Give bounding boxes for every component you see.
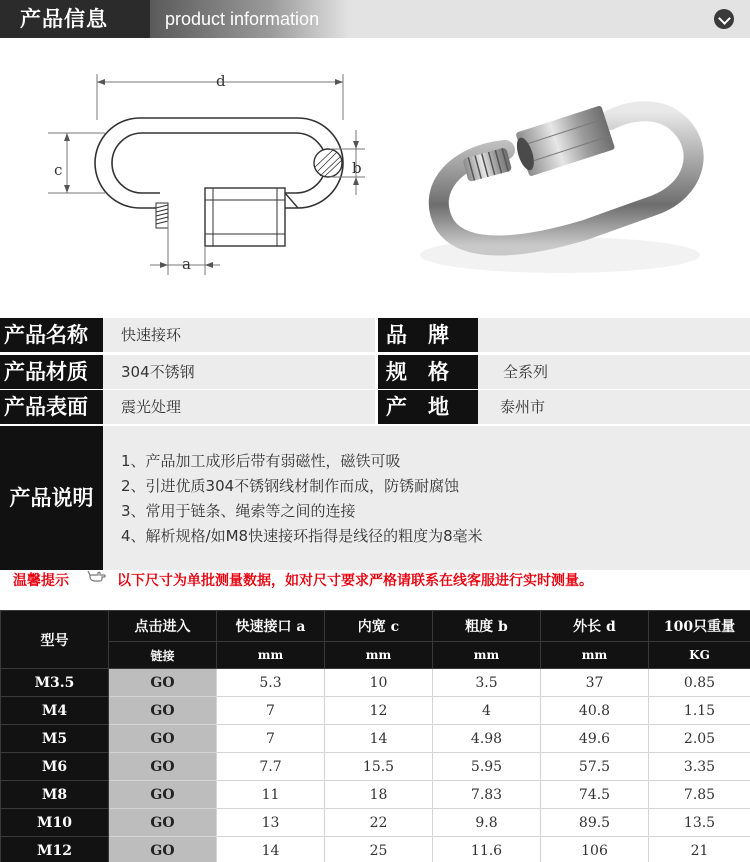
unit-thickness: mm	[433, 642, 541, 669]
notice-bar	[0, 566, 750, 592]
info-label: 产 地	[378, 390, 478, 424]
info-label: 产品表面	[0, 390, 103, 424]
spec-table	[0, 610, 750, 862]
go-link[interactable]: GO	[109, 809, 217, 837]
info-row	[0, 355, 750, 389]
weight-cell: 2.05	[649, 725, 750, 753]
model-cell: M10	[1, 809, 109, 837]
unit-opening: mm	[217, 642, 325, 669]
description-label: 产品说明	[0, 426, 103, 570]
model-cell: M8	[1, 781, 109, 809]
table-row	[1, 697, 750, 725]
pointing-hand-icon	[87, 567, 107, 587]
inner-width-cell: 12	[325, 697, 433, 725]
outer-length-cell: 106	[541, 837, 649, 862]
header-model: 型号	[1, 611, 109, 669]
chevron-down-icon[interactable]	[714, 9, 734, 29]
unit-weight: KG	[649, 642, 750, 669]
thickness-cell: 11.6	[433, 837, 541, 862]
inner-width-cell: 14	[325, 725, 433, 753]
unit-link: 链接	[109, 642, 217, 669]
model-cell: M4	[1, 697, 109, 725]
info-value: 全系列	[478, 355, 750, 389]
weight-cell: 21	[649, 837, 750, 862]
go-link[interactable]: GO	[109, 669, 217, 697]
info-row	[0, 390, 750, 424]
dimension-label-b: b	[352, 159, 362, 177]
weight-cell: 0.85	[649, 669, 750, 697]
description-line: 2、引进优质304不锈钢线材制作而成，防锈耐腐蚀	[121, 477, 460, 495]
table-row	[1, 781, 750, 809]
opening-cell: 7	[217, 697, 325, 725]
outer-length-cell: 57.5	[541, 753, 649, 781]
outer-length-cell: 37	[541, 669, 649, 697]
inner-width-cell: 22	[325, 809, 433, 837]
outer-length-cell: 40.8	[541, 697, 649, 725]
go-link[interactable]: GO	[109, 781, 217, 809]
model-cell: M12	[1, 837, 109, 862]
outer-length-cell: 49.6	[541, 725, 649, 753]
header-outer-length: 外长 d	[541, 611, 649, 642]
info-row	[0, 318, 750, 352]
inner-width-cell: 10	[325, 669, 433, 697]
thickness-cell: 3.5	[433, 669, 541, 697]
dimension-diagram	[30, 60, 380, 300]
go-link[interactable]: GO	[109, 725, 217, 753]
thickness-cell: 5.95	[433, 753, 541, 781]
thickness-cell: 4.98	[433, 725, 541, 753]
go-link[interactable]: GO	[109, 837, 217, 862]
table-row	[1, 669, 750, 697]
weight-cell: 7.85	[649, 781, 750, 809]
description-line: 4、解析规格/如M8快速接环指得是线径的粗度为8毫米	[121, 527, 483, 545]
model-cell: M5	[1, 725, 109, 753]
dimension-label-a: a	[182, 255, 191, 273]
description-body	[103, 426, 750, 570]
weight-cell: 3.35	[649, 753, 750, 781]
section-title-en: product information	[165, 9, 320, 29]
weight-cell: 1.15	[649, 697, 750, 725]
header-weight: 100只重量	[649, 611, 750, 642]
table-row	[1, 837, 750, 862]
info-value: 震光处理	[103, 390, 375, 424]
weight-cell: 13.5	[649, 809, 750, 837]
thickness-cell: 9.8	[433, 809, 541, 837]
go-link[interactable]: GO	[109, 753, 217, 781]
dimension-label-d: d	[216, 72, 226, 90]
info-label: 品 牌	[378, 318, 478, 352]
description-line: 3、常用于链条、绳索等之间的连接	[121, 502, 356, 520]
table-row	[1, 725, 750, 753]
header-opening: 快速接口 a	[217, 611, 325, 642]
opening-cell: 13	[217, 809, 325, 837]
table-row	[1, 809, 750, 837]
inner-width-cell: 18	[325, 781, 433, 809]
table-row	[1, 753, 750, 781]
info-label: 产品名称	[0, 318, 103, 352]
notice-text: 以下尺寸为单批测量数据，如对尺寸要求严格请联系在线客服进行实时测量。	[117, 573, 593, 589]
header-link: 点击进入	[109, 611, 217, 642]
unit-inner-width: mm	[325, 642, 433, 669]
model-cell: M3.5	[1, 669, 109, 697]
header-inner-width: 内宽 c	[325, 611, 433, 642]
info-value	[478, 318, 750, 352]
model-cell: M6	[1, 753, 109, 781]
opening-cell: 14	[217, 837, 325, 862]
section-title-cn: 产品信息	[0, 0, 150, 38]
header-thickness: 粗度 b	[433, 611, 541, 642]
opening-cell: 5.3	[217, 669, 325, 697]
info-value: 泰州市	[478, 390, 750, 424]
info-label: 规 格	[378, 355, 478, 389]
notice-label: 温馨提示	[13, 573, 69, 589]
dimension-label-c: c	[54, 161, 63, 179]
opening-cell: 11	[217, 781, 325, 809]
spec-table-body	[1, 669, 750, 862]
inner-width-cell: 25	[325, 837, 433, 862]
outer-length-cell: 74.5	[541, 781, 649, 809]
product-photo	[395, 40, 725, 305]
inner-width-cell: 15.5	[325, 753, 433, 781]
info-value: 304不锈钢	[103, 355, 375, 389]
opening-cell: 7.7	[217, 753, 325, 781]
opening-cell: 7	[217, 725, 325, 753]
outer-length-cell: 89.5	[541, 809, 649, 837]
thickness-cell: 7.83	[433, 781, 541, 809]
section-header	[0, 0, 750, 38]
go-link[interactable]: GO	[109, 697, 217, 725]
unit-outer-length: mm	[541, 642, 649, 669]
info-value: 快速接环	[103, 318, 375, 352]
description-line: 1、产品加工成形后带有弱磁性，磁铁可吸	[121, 452, 401, 470]
info-label: 产品材质	[0, 355, 103, 389]
thickness-cell: 4	[433, 697, 541, 725]
